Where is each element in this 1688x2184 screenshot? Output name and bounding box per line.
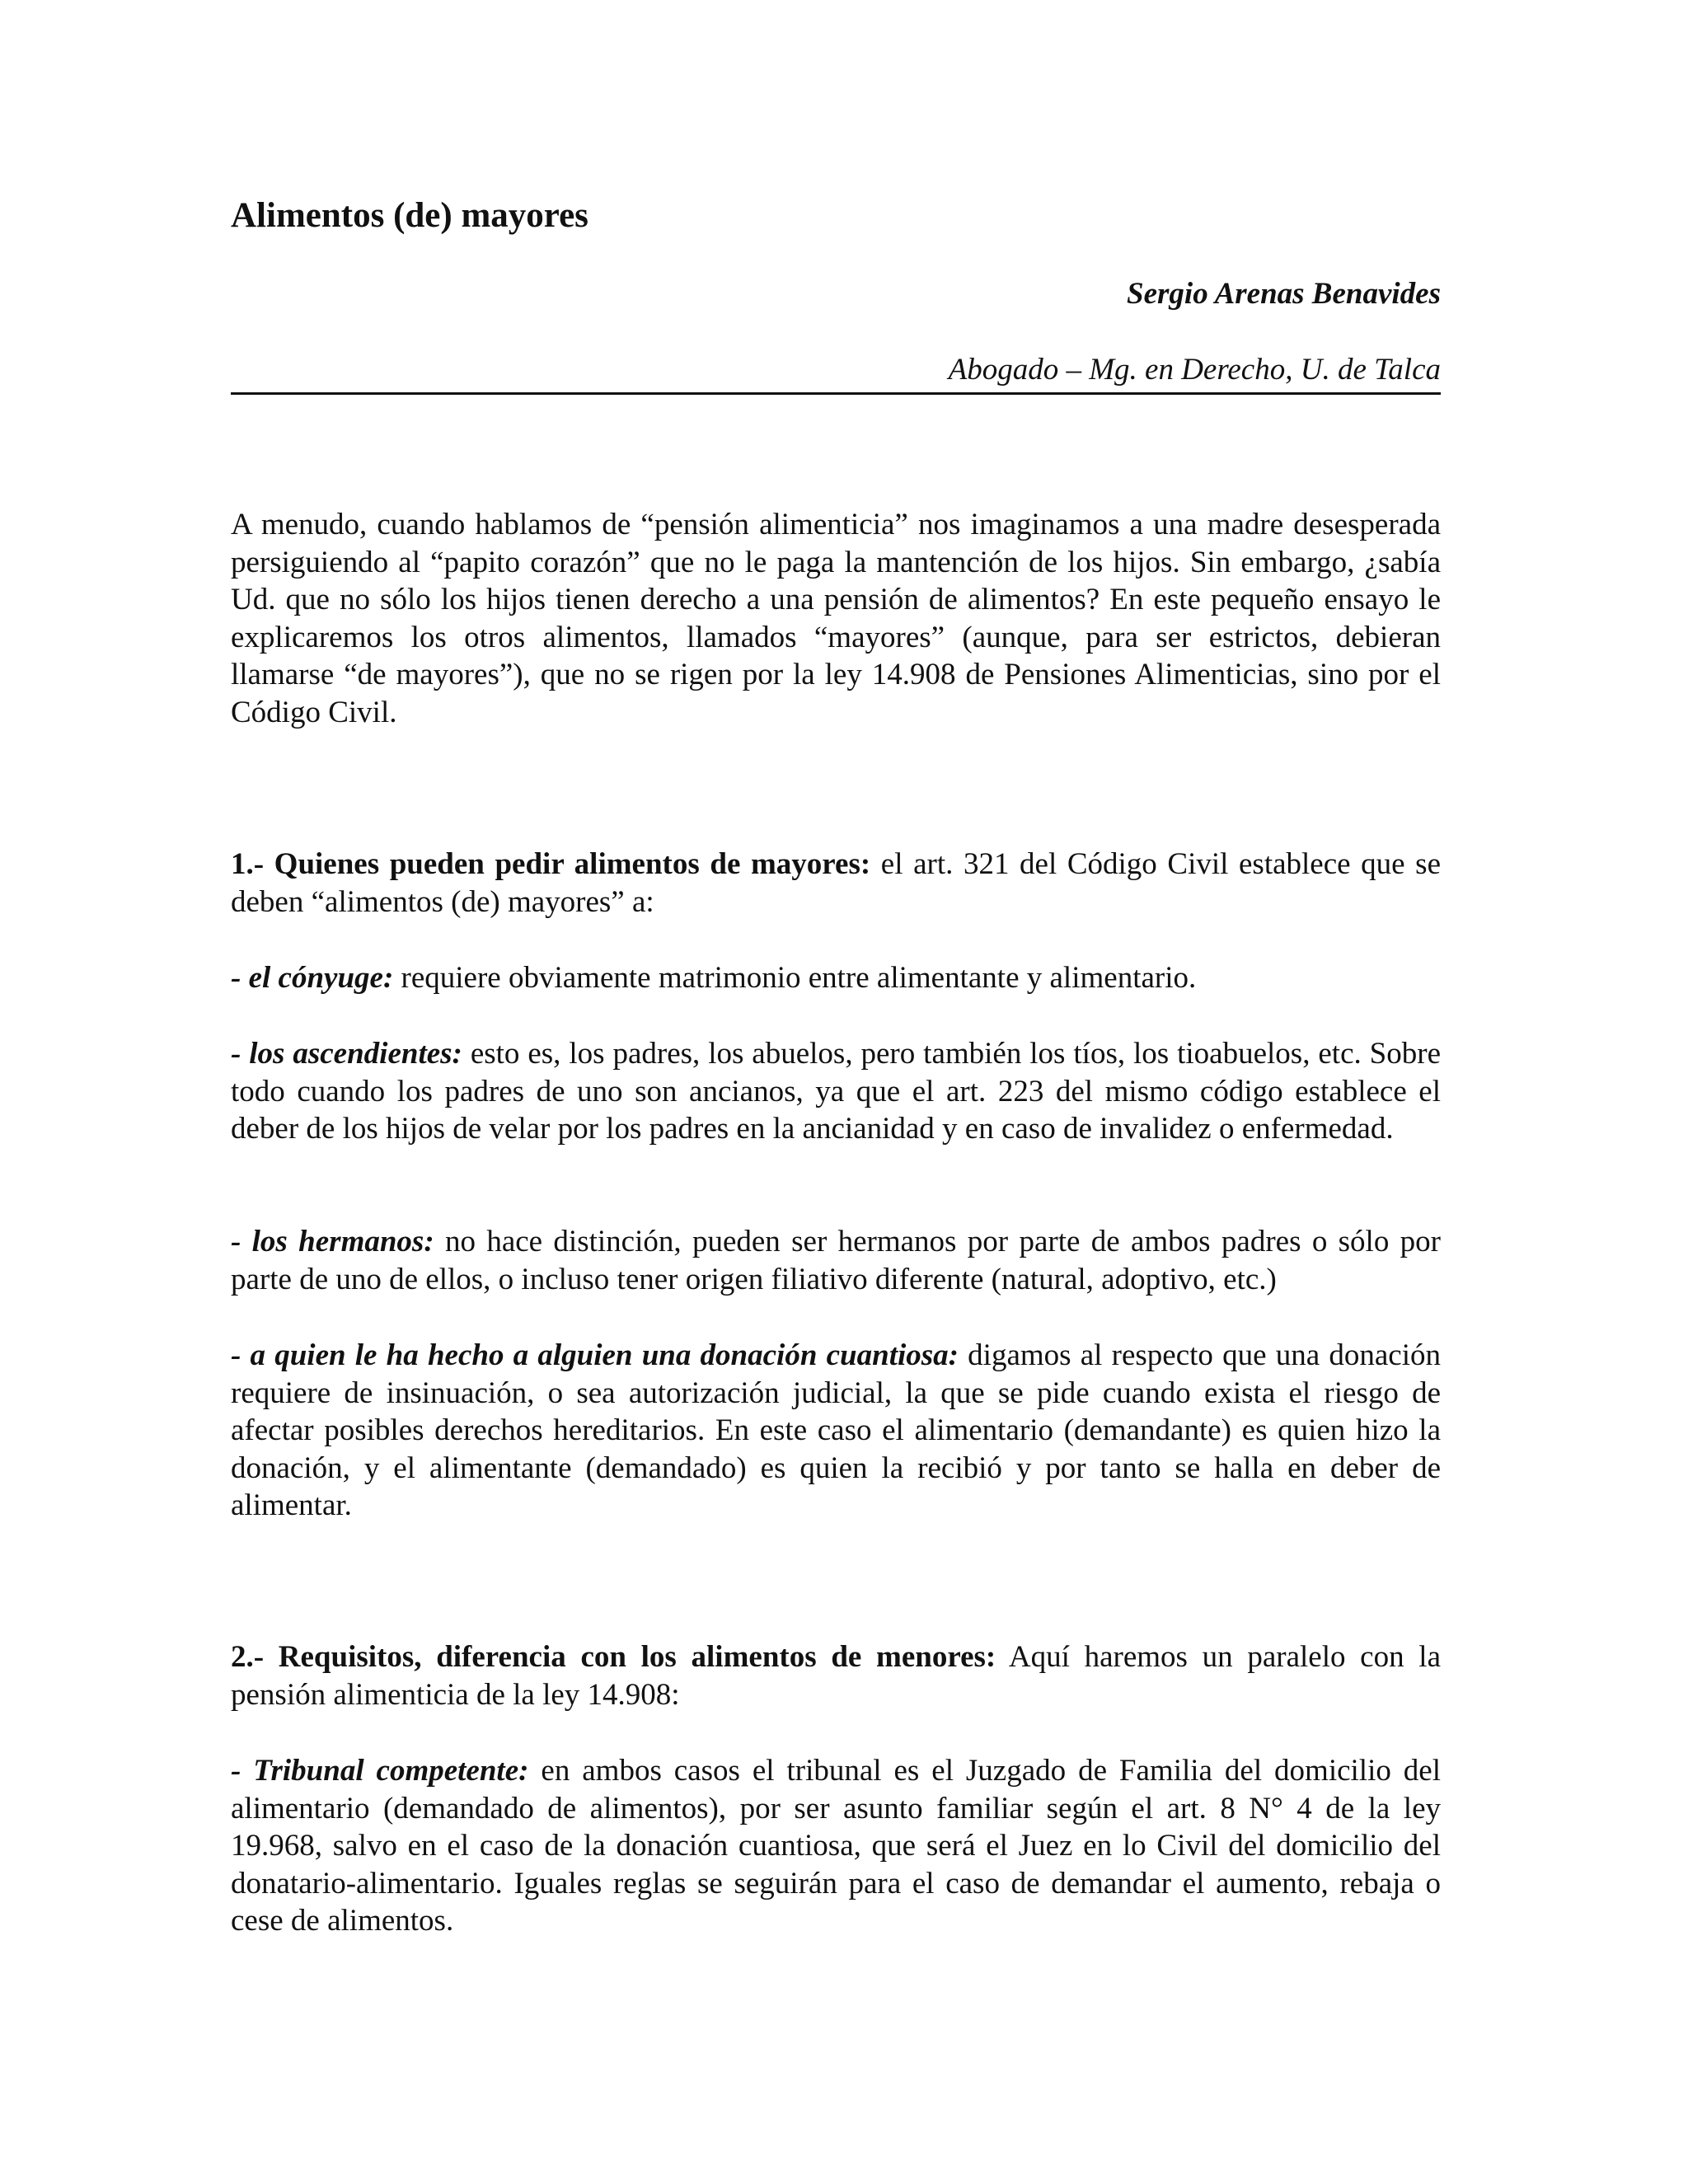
item-text: digamos al respecto que una donación requiere de insinuación, o sea autorización judicial, la que se pide cuando exista el riesgo de afectar posibles derechos hereditarios. En este caso el alimentario (demandante) es quien hizo la donación, y el alimentante (demandado) es quien la recibió y por tanto se halla en deber de alimentar. bbox=[231, 1338, 1441, 1522]
author-name: Sergio Arenas Benavides bbox=[1127, 277, 1441, 311]
section-2-text: Aquí haremos un paralelo con la pensión alimenticia de la ley 14.908: bbox=[231, 1640, 1441, 1712]
list-item bbox=[231, 1337, 1441, 1525]
section-2-paragraph bbox=[231, 1638, 1441, 1713]
item-text: en ambos casos el tribunal es el Juzgado de Familia del domicilio del alimentario (demandado de alimentos), por ser asunto familiar según el art. 8 N° 4 de la ley 19.968, salvo en el caso de la donación cuantiosa, que será el Juez en lo Civil del domicilio del donatario-alimentario. Iguales reglas se seguirán para el caso de demandar el aumento, rebaja o cese de alimentos. bbox=[231, 1754, 1441, 1938]
item-text: requiere obviamente matrimonio entre alimentante y alimentario. bbox=[393, 961, 1197, 995]
list-item bbox=[231, 1223, 1441, 1298]
list-item bbox=[231, 959, 1441, 997]
item-text: no hace distinción, pueden ser hermanos por parte de ambos padres o sólo por parte de uno de ellos, o incluso tener origen filiativo diferente (natural, adoptivo, etc.) bbox=[231, 1225, 1441, 1296]
intro-text: A menudo, cuando hablamos de “pensión alimenticia” nos imaginamos a una madre desesperada persiguiendo al “papito corazón” que no le paga la mantención de los hijos. Sin embargo, ¿sabía Ud. que no sólo los hijos tienen derecho a una pensión de alimentos? En este pequeño ensayo le explicaremos los otros alimentos, llamados “mayores” (aunque, para ser estrictos, debieran llamarse “de mayores”), que no se rigen por la ley 14.908 de Pensiones Alimenticias, sino por el Código Civil. bbox=[231, 508, 1441, 729]
list-item bbox=[231, 1752, 1441, 1940]
item-label: - Tribunal competente: bbox=[231, 1754, 529, 1788]
author-affiliation: Abogado – Mg. en Derecho, U. de Talca bbox=[948, 353, 1441, 387]
item-text: esto es, los padres, los abuelos, pero también los tíos, los tioabuelos, etc. Sobre todo cuando los padres de uno son ancianos, ya que el art. 223 del mismo código establece el deber de los hijos de velar por los padres en la ancianidad y en caso de invalidez o enfermedad. bbox=[231, 1037, 1442, 1146]
document-title: Alimentos (de) mayores bbox=[231, 196, 588, 235]
intro-paragraph bbox=[231, 506, 1441, 731]
section-1-text: el art. 321 del Código Civil establece que se deben “alimentos (de) mayores” a: bbox=[231, 847, 1441, 919]
item-label: - los hermanos: bbox=[231, 1225, 434, 1258]
header-rule bbox=[231, 392, 1441, 395]
section-1-heading: 1.- Quienes pueden pedir alimentos de mayores: bbox=[231, 847, 871, 881]
item-label: - el cónyuge: bbox=[231, 961, 394, 995]
item-label: - a quien le ha hecho a alguien una donación cuantiosa: bbox=[231, 1338, 959, 1372]
item-label: - los ascendientes: bbox=[231, 1037, 462, 1071]
list-item bbox=[231, 1035, 1441, 1148]
section-1-paragraph bbox=[231, 846, 1441, 921]
document-page bbox=[231, 0, 1441, 2184]
section-2-heading: 2.- Requisitos, diferencia con los alimentos de menores: bbox=[231, 1640, 996, 1674]
